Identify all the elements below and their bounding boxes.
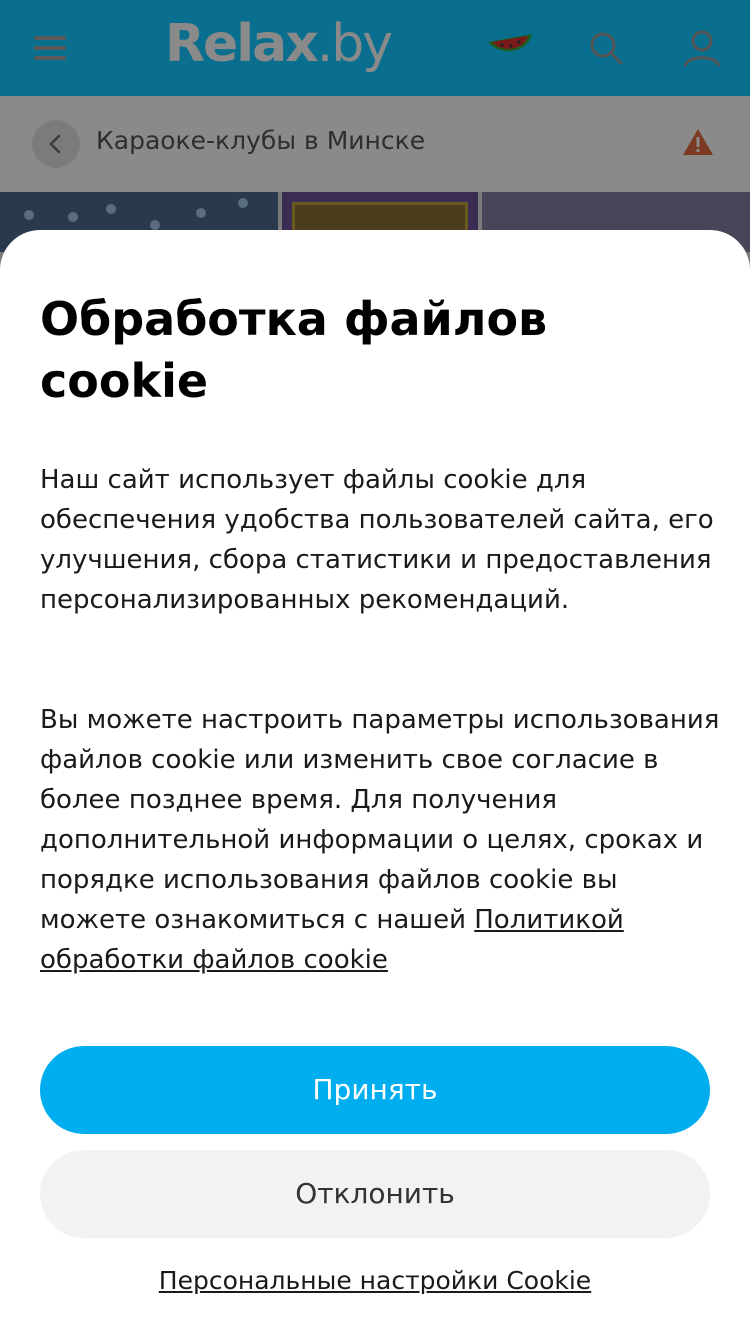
breadcrumb-bar: [0, 96, 750, 192]
user-icon[interactable]: [682, 28, 722, 68]
top-header: [0, 0, 750, 96]
search-icon[interactable]: [588, 30, 624, 66]
hamburger-menu-icon[interactable]: [34, 36, 66, 60]
warning-triangle-icon[interactable]: [682, 128, 714, 160]
modal-title: Обработка файлов cookie: [40, 292, 548, 408]
cookie-description: Наш сайт использует файлы cookie для обеспечения удобства пользователей сайта, его улучшения, сбора статистики и предоставления персонализированных рекомендаций.: [40, 465, 714, 615]
cookie-settings-link[interactable]: Персональные настройки Cookie: [158, 1266, 592, 1295]
accept-button[interactable]: Принять: [40, 1046, 710, 1134]
watermelon-icon[interactable]: [484, 28, 536, 68]
cookie-policy-link[interactable]: Политикой обработки файлов cookie: [40, 905, 624, 975]
cookie-settings-info: Вы можете настроить параметры использования файлов cookie или изменить свое согласие в более позднее время. Для получения дополнительной информации о целях, сроках и порядке использования файлов cookie вы можете ознакомиться с нашей Политикой обработки файлов cookie: [40, 705, 720, 975]
decline-button[interactable]: Отклонить: [40, 1150, 710, 1238]
cookie-consent-modal: [0, 230, 750, 1334]
back-button[interactable]: [32, 120, 80, 168]
chevron-left-icon: [46, 133, 66, 155]
page-title: Караоке-клубы в Минске: [96, 126, 426, 155]
site-logo[interactable]: Relax.by: [165, 14, 392, 74]
